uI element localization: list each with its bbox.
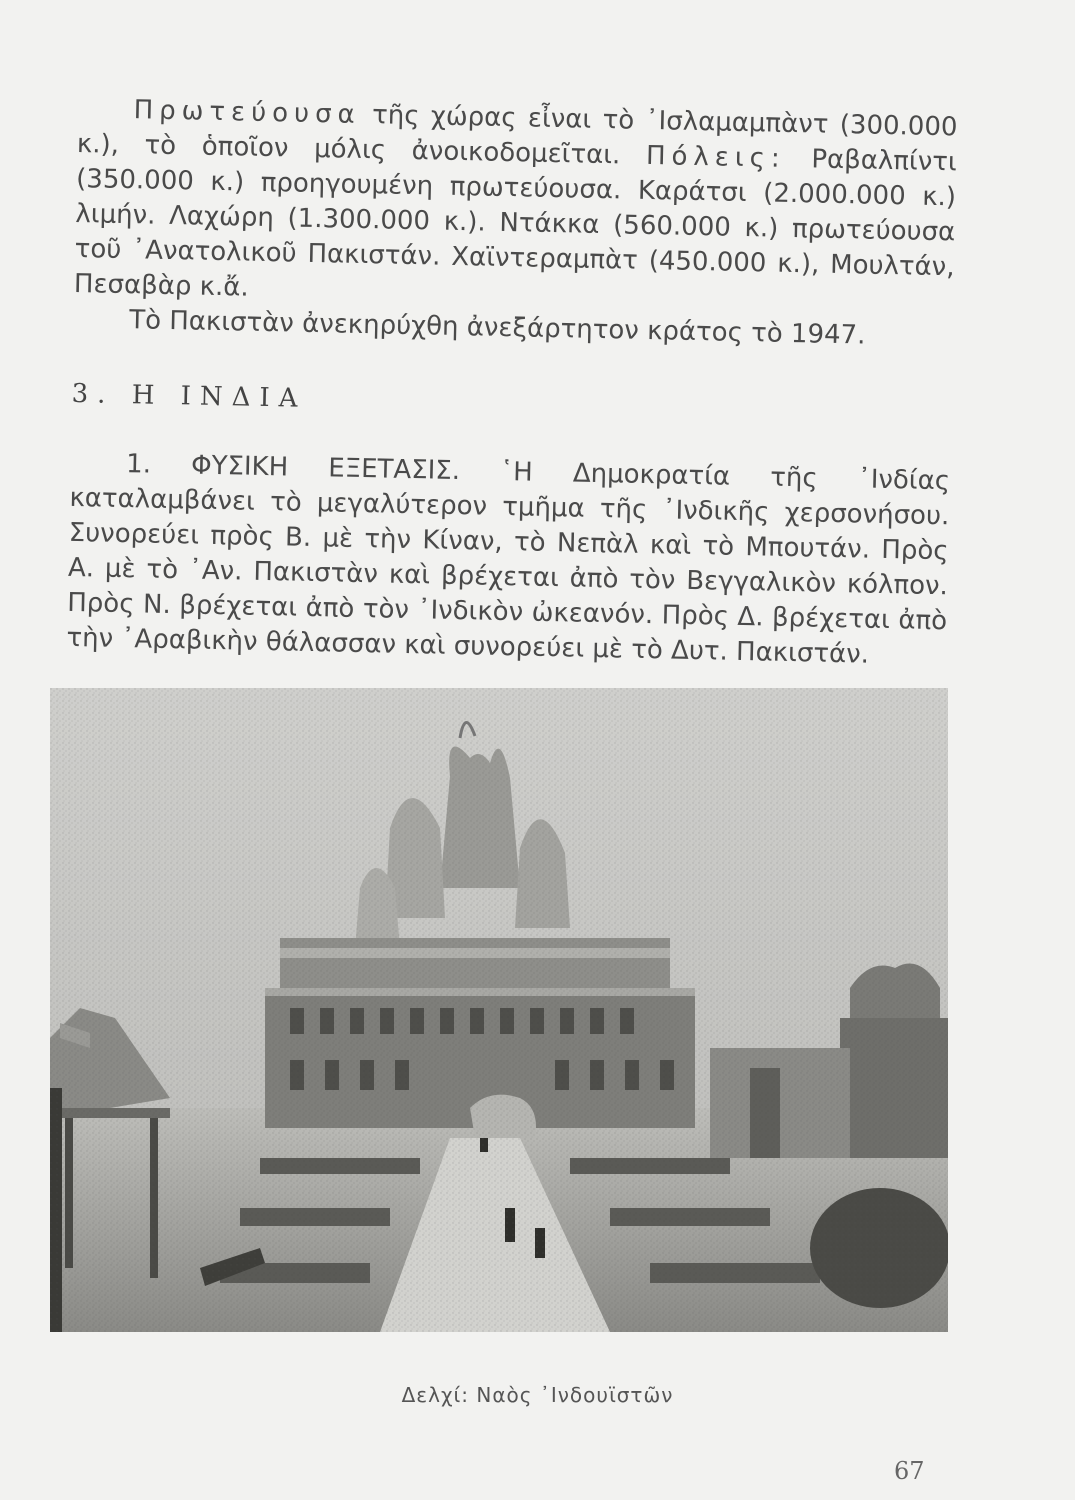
paragraph-independence: Τὸ Πακιστὰν ἀνεκηρύχθη ἀνεξάρτητον κράτος τὸ 1947. — [128, 305, 866, 351]
capital-text: τῆς χώρας εἶναι τὸ ᾿Ισλαμαμπὰντ (300.000 κ.), τὸ ὁποῖον μόλις ἀνοικοδομεῖται. — [76, 99, 958, 171]
page-number: 67 — [894, 1457, 925, 1485]
temple-photo — [50, 688, 948, 1332]
capital-label: Πρωτεύουσα — [133, 95, 362, 130]
paragraph-physical-exam: 1. ΦΥΣΙΚΗ ΕΞΕΤΑΣΙΣ. ῾Η Δημοκρατία τῆς ᾿Ινδίας καταλαμβάνει τὸ μεγαλύτερον τμῆμα τῆς ᾿Ινδικῆς χερσονήσου. Συνορεύει πρὸς Β. μὲ τὴν Κίναν, τὸ Νεπὰλ καὶ τὸ Μπουτάν. Πρὸς Α. μὲ τὸ ᾿Αν. Πακιστὰν καὶ βρέχεται ἀπὸ τὸν Βεγγαλικὸν κόλπον. Πρὸς Ν. βρέχεται ἀπὸ τὸν ᾿Ινδικὸν ὠκεανόν. Πρὸς Δ. βρέχεται ἀπὸ τὴν ᾿Αραβικὴν θάλασσαν καὶ συνορεύει μὲ τὸ Δυτ. Πακιστάν. — [66, 449, 951, 670]
section-heading: 3. Η ΙΝΔΙΑ — [71, 378, 307, 414]
cities-label: Πόλεις: — [645, 140, 787, 174]
figure-caption: Δελχί: Ναὸς ᾿Ινδουϊστῶν — [401, 1383, 674, 1407]
body-text — [66, 92, 958, 674]
cities-text: Ραβαλπίντι (350.000 κ.) προηγουμένη πρωτεύουσα. Καράτσι (2.000.000 κ.) λιμήν. Λαχώρη (1.300.000 κ.). Ντάκκα (560.000 κ.) πρωτεύουσα τοῦ ᾿Ανατολικοῦ Πακιστάν. Χαϊντεραμπὰτ (450.000 κ.), Μουλτάν, Πεσαβὰρ κ.ἄ. — [73, 143, 958, 303]
paragraph-pakistan-cities — [74, 92, 958, 320]
